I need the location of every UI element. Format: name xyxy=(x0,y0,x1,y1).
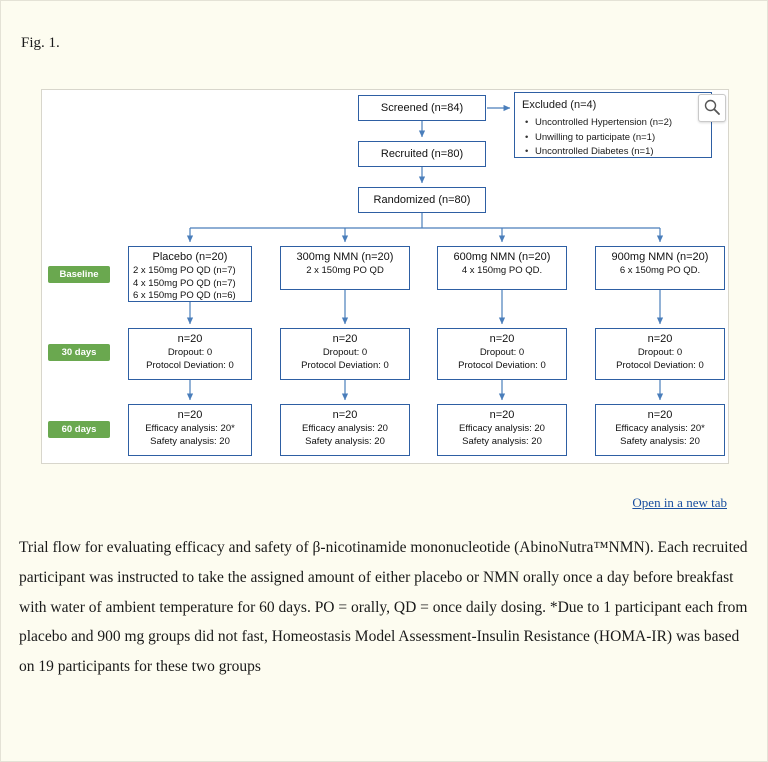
stage-label-baseline: Baseline xyxy=(48,266,110,283)
node-30days-600mg: n=20 Dropout: 0 Protocol Deviation: 0 xyxy=(437,328,567,380)
figure-image-container[interactable] xyxy=(41,89,729,464)
list-item: • Unwilling to participate (n=1) xyxy=(535,131,704,145)
excluded-title: Excluded (n=4) xyxy=(522,99,597,111)
node-screened: Screened (n=84) xyxy=(358,95,486,121)
node-baseline-900mg: 900mg NMN (n=20) 6 x 150mg PO QD. xyxy=(595,246,725,290)
stage-label-30-days: 30 days xyxy=(48,344,110,361)
open-in-new-tab-link[interactable]: Open in a new tab xyxy=(632,495,727,510)
node-30days-300mg: n=20 Dropout: 0 Protocol Deviation: 0 xyxy=(280,328,410,380)
node-60days-900mg: n=20 Efficacy analysis: 20* Safety analysis: 20 xyxy=(595,404,725,456)
stage-label-60-days: 60 days xyxy=(48,421,110,438)
node-recruited: Recruited (n=80) xyxy=(358,141,486,167)
zoom-magnifier-icon[interactable] xyxy=(698,94,726,122)
node-baseline-placebo: Placebo (n=20) 2 x 150mg PO QD (n=7) 4 x 150mg PO QD (n=7) 6 x 150mg PO QD (n=6) xyxy=(128,246,252,302)
node-excluded xyxy=(514,92,712,158)
node-30days-placebo: n=20 Dropout: 0 Protocol Deviation: 0 xyxy=(128,328,252,380)
node-randomized: Randomized (n=80) xyxy=(358,187,486,213)
node-60days-300mg: n=20 Efficacy analysis: 20 Safety analysis: 20 xyxy=(280,404,410,456)
figure-label: Fig. 1. xyxy=(21,35,60,51)
trial-flow-diagram xyxy=(42,90,730,465)
magnifier-glyph xyxy=(703,98,721,116)
node-baseline-300mg: 300mg NMN (n=20) 2 x 150mg PO QD xyxy=(280,246,410,290)
node-60days-placebo: n=20 Efficacy analysis: 20* Safety analysis: 20 xyxy=(128,404,252,456)
node-30days-900mg: n=20 Dropout: 0 Protocol Deviation: 0 xyxy=(595,328,725,380)
list-item: • Uncontrolled Diabetes (n=1) xyxy=(535,145,704,159)
excluded-list xyxy=(522,116,704,159)
list-item: • Uncontrolled Hypertension (n=2) xyxy=(535,116,704,130)
node-baseline-600mg: 600mg NMN (n=20) 4 x 150mg PO QD. xyxy=(437,246,567,290)
node-60days-600mg: n=20 Efficacy analysis: 20 Safety analysis: 20 xyxy=(437,404,567,456)
figure-caption: Trial flow for evaluating efficacy and safety of β-nicotinamide mononucleotide (AbinoNutra™NMN). Each recruited participant was instructed to take the assigned amount of either placebo or NMN orally once a day before breakfast with water of ambient temperature for 60 days. PO = orally, QD = once daily dosing. *Due to 1 participant each from placebo and 900 mg groups did not fast, Homeostasis Model Assessment-Insulin Resistance (HOMA-IR) was based on 19 participants for these two groups xyxy=(19,539,748,675)
